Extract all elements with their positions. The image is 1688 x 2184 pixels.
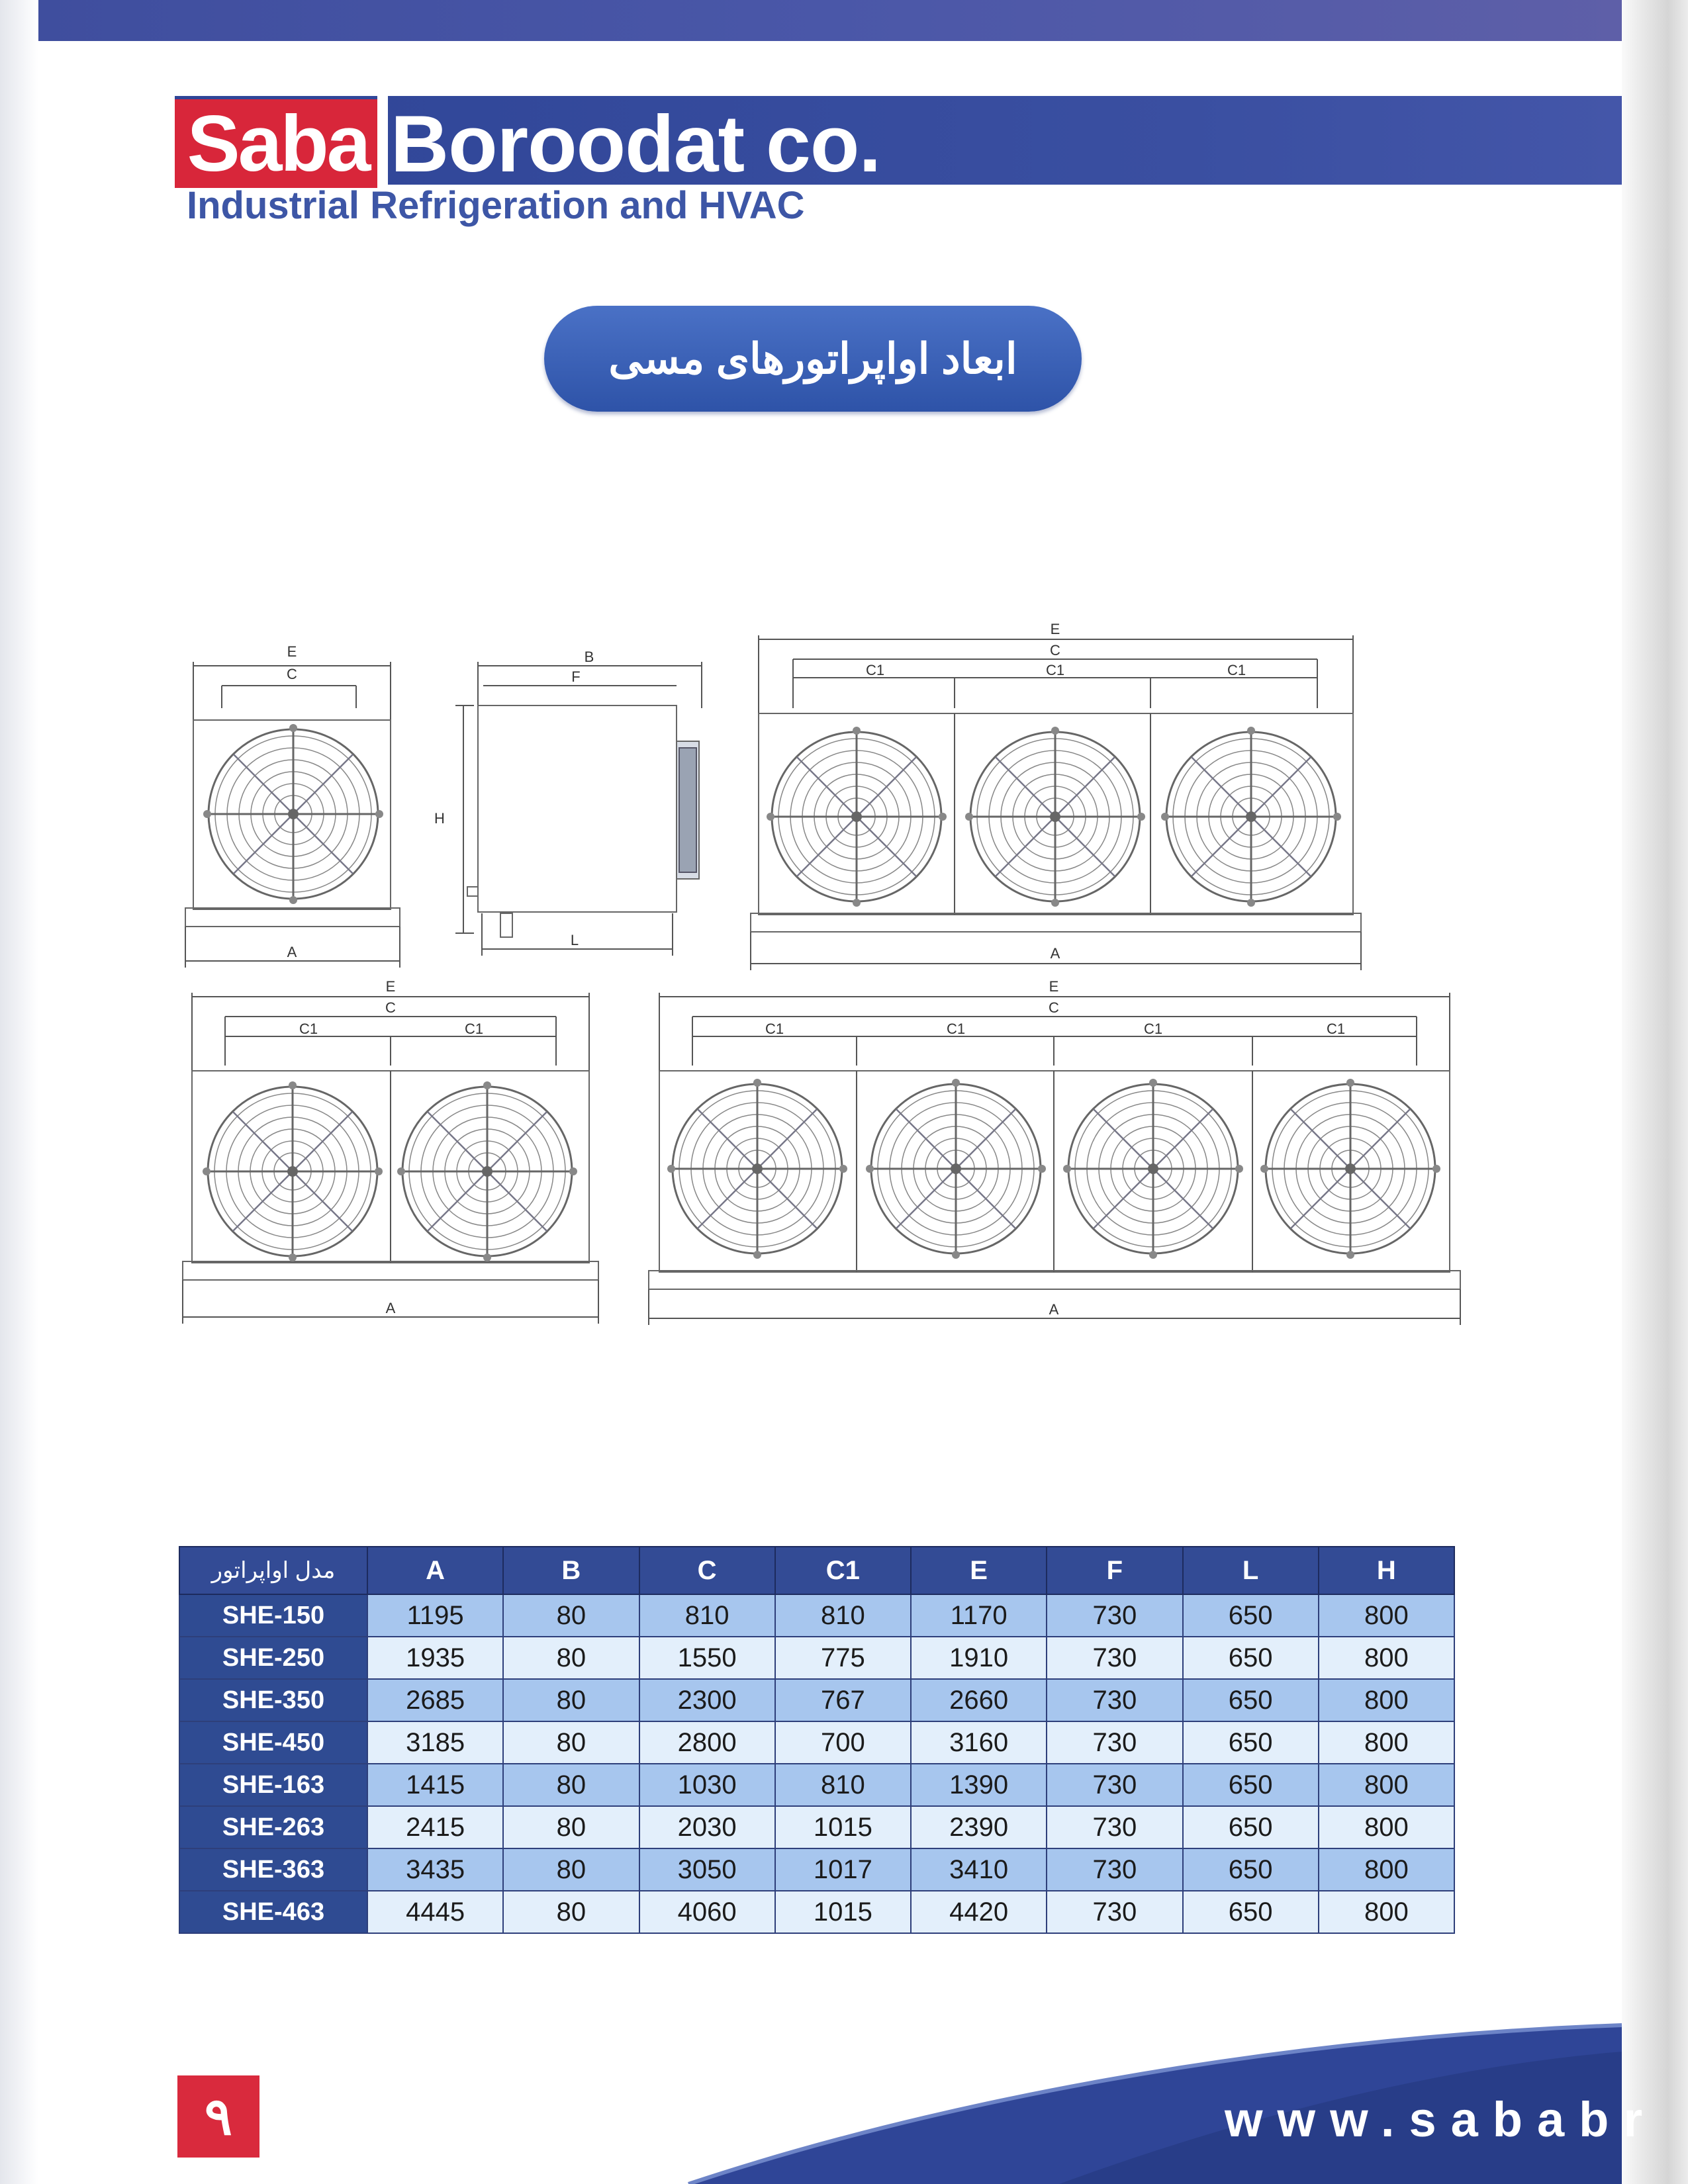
cell-l: 650: [1183, 1764, 1319, 1806]
header-a: A: [367, 1547, 503, 1594]
brand-left-text: Saba: [187, 99, 369, 188]
drawing1-label-e: E: [287, 643, 297, 660]
cell-c1: 700: [775, 1721, 911, 1764]
cell-h: 800: [1319, 1764, 1454, 1806]
cell-c1: 1017: [775, 1848, 911, 1891]
cell-b: 80: [503, 1637, 639, 1679]
cell-l: 650: [1183, 1891, 1319, 1933]
cell-h: 800: [1319, 1891, 1454, 1933]
website-url: www.sababr: [1225, 2092, 1658, 2147]
cell-f: 730: [1047, 1721, 1182, 1764]
header-f: F: [1047, 1547, 1182, 1594]
table-row: [179, 1637, 1454, 1679]
cell-e: 2390: [911, 1806, 1047, 1848]
cell-b: 80: [503, 1764, 639, 1806]
drawing5-label-c1-d: C1: [1326, 1021, 1346, 1037]
cell-h: 800: [1319, 1721, 1454, 1764]
drawing3-label-c: C: [1050, 642, 1060, 659]
cell-h: 800: [1319, 1806, 1454, 1848]
cell-c1: 1015: [775, 1806, 911, 1848]
cell-f: 730: [1047, 1764, 1182, 1806]
table-row: [179, 1721, 1454, 1764]
cell-model: SHE-263: [179, 1806, 367, 1848]
drawing4-label-e: E: [385, 978, 396, 995]
drawing1-label-c: C: [287, 666, 297, 682]
cell-c: 2030: [639, 1806, 775, 1848]
cell-c: 2800: [639, 1721, 775, 1764]
cell-c: 2300: [639, 1679, 775, 1721]
cell-l: 650: [1183, 1637, 1319, 1679]
drawing5-label-e: E: [1049, 978, 1059, 995]
drawing5-label-c1-b: C1: [946, 1021, 966, 1037]
header-e: E: [911, 1547, 1047, 1594]
cell-c: 810: [639, 1594, 775, 1637]
header-c: C: [639, 1547, 775, 1594]
header-h: H: [1319, 1547, 1454, 1594]
drawing4-label-c1-a: C1: [299, 1021, 318, 1037]
cell-f: 730: [1047, 1891, 1182, 1933]
cell-c: 4060: [639, 1891, 775, 1933]
cell-c1: 775: [775, 1637, 911, 1679]
cell-e: 3160: [911, 1721, 1047, 1764]
drawing-side-view: [455, 662, 702, 956]
cell-c: 1030: [639, 1764, 775, 1806]
cell-c1: 810: [775, 1764, 911, 1806]
drawing-four-fans: [649, 993, 1460, 1325]
header-model: مدل اواپراتور: [179, 1547, 367, 1594]
drawing3-label-c1-a: C1: [865, 662, 885, 678]
cell-c1: 1015: [775, 1891, 911, 1933]
cell-b: 80: [503, 1721, 639, 1764]
table-row: [179, 1679, 1454, 1721]
drawing-three-fans: [751, 635, 1361, 970]
cell-a: 3185: [367, 1721, 503, 1764]
drawing5-label-c1-a: C1: [765, 1021, 784, 1037]
cell-f: 730: [1047, 1848, 1182, 1891]
cell-f: 730: [1047, 1679, 1182, 1721]
cell-h: 800: [1319, 1848, 1454, 1891]
cell-c: 3050: [639, 1848, 775, 1891]
cell-b: 80: [503, 1806, 639, 1848]
cell-model: SHE-463: [179, 1891, 367, 1933]
cell-a: 4445: [367, 1891, 503, 1933]
cell-a: 2415: [367, 1806, 503, 1848]
drawing2-label-h: H: [434, 810, 445, 827]
header-b: B: [503, 1547, 639, 1594]
cell-a: 1415: [367, 1764, 503, 1806]
table-row: [179, 1848, 1454, 1891]
drawing3-label-a: A: [1050, 945, 1060, 962]
cell-l: 650: [1183, 1594, 1319, 1637]
drawing-single-fan: [185, 662, 400, 968]
drawing2-label-l: L: [570, 932, 579, 948]
brand-tagline: Industrial Refrigeration and HVAC: [187, 184, 805, 227]
drawing3-label-c1-c: C1: [1227, 662, 1246, 678]
cell-b: 80: [503, 1594, 639, 1637]
cell-f: 730: [1047, 1806, 1182, 1848]
table-row: [179, 1891, 1454, 1933]
cell-l: 650: [1183, 1679, 1319, 1721]
drawing3-label-e: E: [1050, 621, 1060, 637]
drawing2-label-f: F: [571, 668, 581, 685]
page-title: ابعاد اواپراتورهای مسی: [608, 335, 1017, 383]
cell-f: 730: [1047, 1594, 1182, 1637]
header-l: L: [1183, 1547, 1319, 1594]
cell-e: 1390: [911, 1764, 1047, 1806]
drawing5-label-c1-c: C1: [1143, 1021, 1163, 1037]
drawing5-label-a: A: [1049, 1301, 1059, 1318]
drawing3-label-c1-b: C1: [1045, 662, 1065, 678]
cell-c1: 767: [775, 1679, 911, 1721]
cell-model: SHE-450: [179, 1721, 367, 1764]
table-header-row: [179, 1547, 1454, 1594]
cell-a: 1935: [367, 1637, 503, 1679]
cell-b: 80: [503, 1679, 639, 1721]
page-number: ٩: [177, 2075, 259, 2158]
cell-l: 650: [1183, 1806, 1319, 1848]
drawing4-label-c1-b: C1: [464, 1021, 484, 1037]
header-c1: C1: [775, 1547, 911, 1594]
cell-c: 1550: [639, 1637, 775, 1679]
cell-model: SHE-163: [179, 1764, 367, 1806]
drawing1-label-a: A: [287, 944, 297, 960]
drawing4-label-c: C: [385, 999, 396, 1016]
drawing4-label-a: A: [385, 1300, 396, 1316]
cell-b: 80: [503, 1848, 639, 1891]
cell-a: 2685: [367, 1679, 503, 1721]
cell-h: 800: [1319, 1679, 1454, 1721]
cell-e: 3410: [911, 1848, 1047, 1891]
cell-model: SHE-250: [179, 1637, 367, 1679]
dimensions-table: [179, 1546, 1455, 1934]
table-row: [179, 1806, 1454, 1848]
cell-l: 650: [1183, 1721, 1319, 1764]
drawing2-label-b: B: [584, 649, 594, 665]
cell-a: 1195: [367, 1594, 503, 1637]
table-row: [179, 1764, 1454, 1806]
cell-h: 800: [1319, 1594, 1454, 1637]
cell-b: 80: [503, 1891, 639, 1933]
cell-a: 3435: [367, 1848, 503, 1891]
cell-e: 4420: [911, 1891, 1047, 1933]
drawing5-label-c: C: [1049, 999, 1059, 1016]
drawing-two-fans: [183, 993, 598, 1324]
cell-model: SHE-150: [179, 1594, 367, 1637]
cell-l: 650: [1183, 1848, 1319, 1891]
cell-e: 2660: [911, 1679, 1047, 1721]
cell-c1: 810: [775, 1594, 911, 1637]
table-row: [179, 1594, 1454, 1637]
cell-model: SHE-350: [179, 1679, 367, 1721]
cell-e: 1910: [911, 1637, 1047, 1679]
cell-e: 1170: [911, 1594, 1047, 1637]
cell-model: SHE-363: [179, 1848, 367, 1891]
cell-f: 730: [1047, 1637, 1182, 1679]
brand-right-text: Boroodat co.: [391, 99, 881, 189]
cell-h: 800: [1319, 1637, 1454, 1679]
